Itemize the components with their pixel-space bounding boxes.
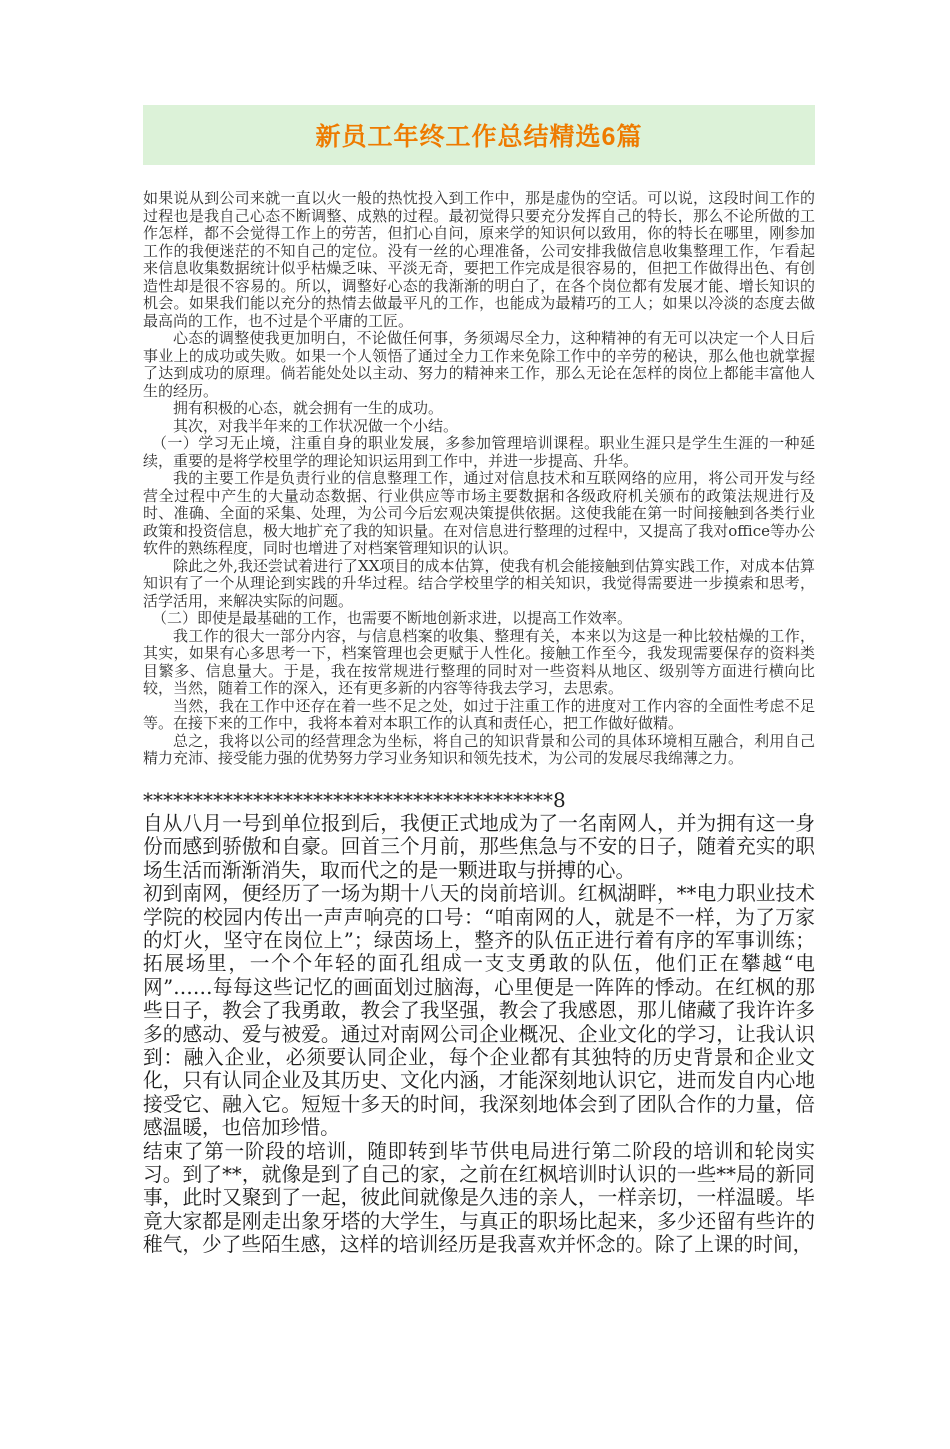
paragraph: 结束了第一阶段的培训，随即转到毕节供电局进行第二阶段的培训和轮岗实习。到了**，就像是到了自己的家，之前在红枫培训时认识的一些**局的新同事，此时又聚到了一起，彼此间就像是久违的亲人，一样亲切，一样温暖。毕竟大家都是刚走出象牙塔的大学生，与真正的职场比起来，多少还留有些许的稚气，少了些陌生感，这样的培训经历是我喜欢并怀念的。除了上课的时间， bbox=[143, 1139, 815, 1257]
paragraph: 我工作的很大一部分内容，与信息档案的收集、整理有关，本来以为这是一种比较枯燥的工作，其实，如果有心多思考一下，档案管理也会更赋于人性化。接触工作至今，我发现需要保存的资料类目繁多、信息量大。于是，我在按常规进行整理的同时对一些资料从地区、级别等方面进行横向比较，当然，随着工作的深入，还有更多新的内容等待我去学习，去思索。 bbox=[143, 626, 815, 697]
document-title: 新员工年终工作总结精选6篇 bbox=[315, 123, 643, 151]
paragraph: 我的主要工作是负责行业的信息整理工作，通过对信息技术和互联网络的应用，将公司开发与经营全过程中产生的大量动态数据、行业供应等市场主要数据和各级政府机关颁布的政策法规进行及时、准确、全面的采集、处理，为公司今后宏观决策提供依据。这使我能在第一时间接触到各类行业政策和投资信息，极大地扩充了我的知识量。在对信息进行整理的过程中，又提高了我对office等办公软件的熟练程度，同时也增进了对档案管理知识的认识。 bbox=[143, 469, 815, 557]
paragraph-heading-one: （一）学习无止境，注重自身的职业发展，多参加管理培训课程。职业生涯只是学生生涯的一种延续，重要的是将学校里学的理论知识运用到工作中，并进一步提高、升华。 bbox=[143, 434, 815, 470]
title-banner bbox=[143, 105, 815, 165]
essay-section-2 bbox=[143, 812, 815, 1257]
paragraph: 如果说从到公司来就一直以火一般的热忱投入到工作中，那是虚伪的空话。可以说，这段时间工作的过程也是我自己心态不断调整、成熟的过程。最初觉得只要充分发挥自己的特长，那么不论所做的工作怎样，都不会觉得工作上的劳苦，但扪心自问，原来学的知识何以致用，你的特长在哪里，刚参加工作的我便迷茫的不知自己的定位。没有一丝的心理准备，公司安排我做信息收集整理工作，乍看起来信息收集数据统计似乎枯燥乏味、平淡无奇，要把工作完成是很容易的，但把工作做得出色、有创造性却是很不容易的。所以，调整好心态的我渐渐的明白了，在各个岗位都有发展才能、增长知识的机会。如果我们能以充分的热情去做最平凡的工作，也能成为最精巧的工人；如果以冷淡的态度去做最高尚的工作，也不过是个平庸的工匠。 bbox=[143, 189, 815, 330]
paragraph: 其次，对我半年来的工作状况做一个小结。 bbox=[173, 416, 459, 435]
document-page bbox=[0, 105, 950, 1449]
paragraph-heading-two: （二）即使是最基础的工作，也需要不断地创新求进，以提高工作效率。 bbox=[152, 609, 633, 627]
document-body bbox=[143, 190, 815, 1257]
essay-section-1 bbox=[143, 190, 815, 768]
paragraph: 自从八月一号到单位报到后，我便正式地成为了一名南网人，并为拥有这一身份而感到骄傲和自豪。回首三个月前，那些焦急与不安的日子，随着充实的职场生活而渐渐消失，取而代之的是一颗进取与拼搏的心。 bbox=[143, 811, 815, 882]
paragraph: 当然，我在工作中还存在着一些不足之处，如过于注重工作的进度对工作内容的全面性考虑不足等。在接下来的工作中，我将本着对本职工作的认真和责任心，把工作做好做精。 bbox=[143, 696, 815, 732]
paragraph: 总之，我将以公司的经营理念为坐标，将自己的知识背景和公司的具体环境相互融合，利用自己精力充沛、接受能力强的优势努力学习业务知识和领先技术，为公司的发展尽我绵薄之力。 bbox=[143, 731, 815, 767]
paragraph: 心态的调整使我更加明白，不论做任何事，务须竭尽全力，这种精神的有无可以决定一个人日后事业上的成功或失败。如果一个人领悟了通过全力工作来免除工作中的辛劳的秘诀，那么他也就掌握了达到成功的原理。倘若能处处以主动、努力的精神来工作，那么无论在怎样的岗位上都能丰富他人生的经历。 bbox=[143, 329, 815, 400]
paragraph: 初到南网，便经历了一场为期十八天的岗前培训。红枫湖畔，**电力职业技术学院的校园内传出一声声响亮的口号：“咱南网的人，就是不一样，为了万家的灯火，坚守在岗位上”；绿茵场上，整齐的队伍正进行着有序的军事训练；拓展场里，一个个年轻的面孔组成一支支勇敢的队伍，他们正在攀越“电网”……每每这些记忆的画面划过脑海，心里便是一阵阵的悸动。在红枫的那些日子，教会了我勇敢，教会了我坚强，教会了我感恩，那儿储藏了我许许多多的感动、爱与被爱。通过对南网公司企业概况、企业文化的学习，让我认识到：融入企业，必须要认同企业，每个企业都有其独特的历史背景和企业文化，只有认同企业及其历史、文化内涵，才能深刻地认识它，进而发自内心地接受它、融入它。短短十多天的时间，我深刻地体会到了团队合作的力量，倍感温暖，也倍加珍惜。 bbox=[143, 882, 815, 1140]
section-divider: *****************************************8 bbox=[143, 787, 566, 812]
paragraph: 除此之外,我还尝试着进行了XX项目的成本估算，使我有机会能接触到估算实践工作，对成本估算知识有了一个从理论到实践的升华过程。结合学校里学的相关知识，我觉得需要进一步摸索和思考，活学活用，来解决实际的问题。 bbox=[143, 556, 815, 610]
paragraph: 拥有积极的心态，就会拥有一生的成功。 bbox=[173, 399, 444, 417]
